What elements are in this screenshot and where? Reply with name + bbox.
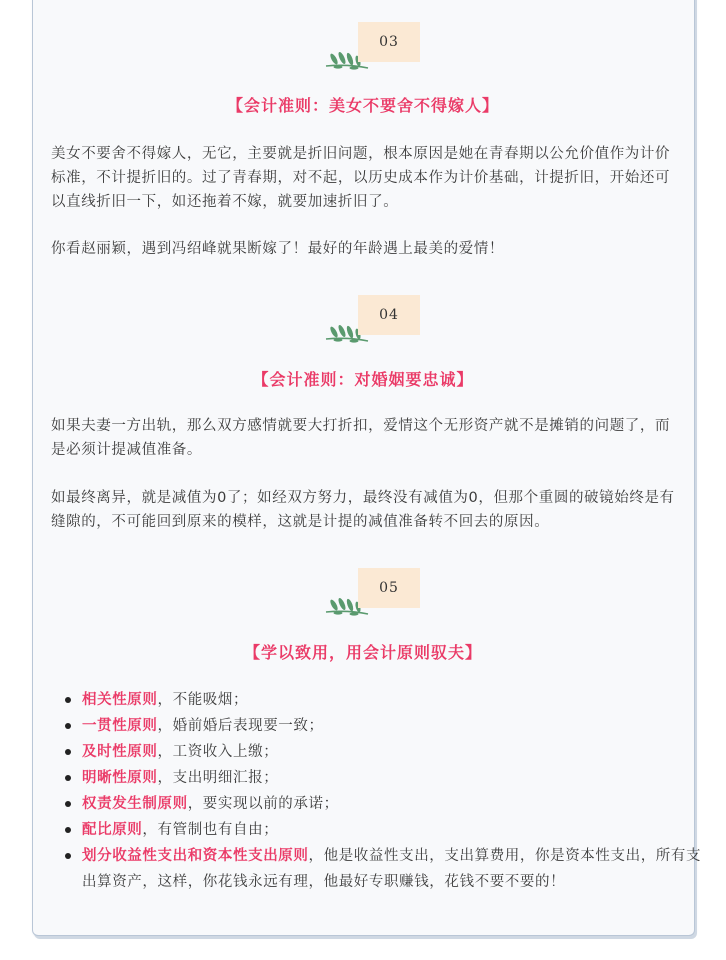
principle-term: 配比原则 <box>82 822 143 838</box>
principle-term: 相关性原则 <box>82 692 158 708</box>
section-title: 【会计准则：美女不要舍不得嫁人】 <box>226 96 499 115</box>
list-item <box>82 843 704 895</box>
paragraph: 如最终离异，就是减值为0了；如经双方努力，最终没有减值为0，但那个重圆的破镜始终是有缝隙的，不可能回到原来的模样，这就是计提的减值准备转不回去的原因。 <box>51 490 675 530</box>
paragraph: 如果夫妻一方出轨，那么双方感情就要大打折扣，爱情这个无形资产就不是摊销的问题了，而是必须计提减值准备。 <box>51 418 671 458</box>
list-item <box>82 817 704 843</box>
principle-term: 一贯性原则 <box>82 718 158 734</box>
principle-text: ，工资收入上缴； <box>157 744 279 760</box>
list-item <box>82 713 704 739</box>
principle-text: ，要实现以前的承诺； <box>187 796 339 812</box>
principle-term: 权责发生制原则 <box>82 796 188 812</box>
section-number-badge <box>324 568 420 616</box>
section-number-badge <box>324 295 420 343</box>
principle-text: ，他是收益性支出，支出算费用，你是资本性支出，所有支出算资产，这样，你花钱永远有理，他最好专职赚钱，花钱不要不要的！ <box>82 848 702 890</box>
principle-text: ，婚前婚后表现要一致； <box>157 718 324 734</box>
principles-list <box>58 687 704 895</box>
section-number: 04 <box>358 295 420 335</box>
list-item <box>82 739 704 765</box>
paragraph: 美女不要舍不得嫁人，无它，主要就是折旧问题，根本原因是她在青春期以公允价值作为计价标准，不计提折旧的。过了青春期，对不起，以历史成本作为计价基础，计提折旧，开始还可以直线折旧一下，如还拖着不嫁，就要加速折旧了。 <box>51 146 671 210</box>
list-item <box>82 765 704 791</box>
list-item <box>82 687 704 713</box>
principle-text: ，不能吸烟； <box>157 692 249 708</box>
paragraph: 你看赵丽颖，遇到冯绍峰就果断嫁了！最好的年龄遇上最美的爱情！ <box>51 241 504 257</box>
section-number-badge <box>324 22 420 70</box>
principle-text: ，支出明细汇报； <box>157 770 279 786</box>
principle-term: 及时性原则 <box>82 744 158 760</box>
principle-text: ，有管制也有自由； <box>142 822 279 838</box>
principle-term: 划分收益性支出和资本性支出原则 <box>82 848 309 864</box>
principle-term: 明晰性原则 <box>82 770 158 786</box>
list-item <box>82 791 704 817</box>
section-title: 【学以致用，用会计原则驭夫】 <box>243 643 482 662</box>
section-number: 03 <box>358 22 420 62</box>
section-title: 【会计准则：对婚姻要忠诚】 <box>252 370 474 389</box>
section-number: 05 <box>358 568 420 608</box>
